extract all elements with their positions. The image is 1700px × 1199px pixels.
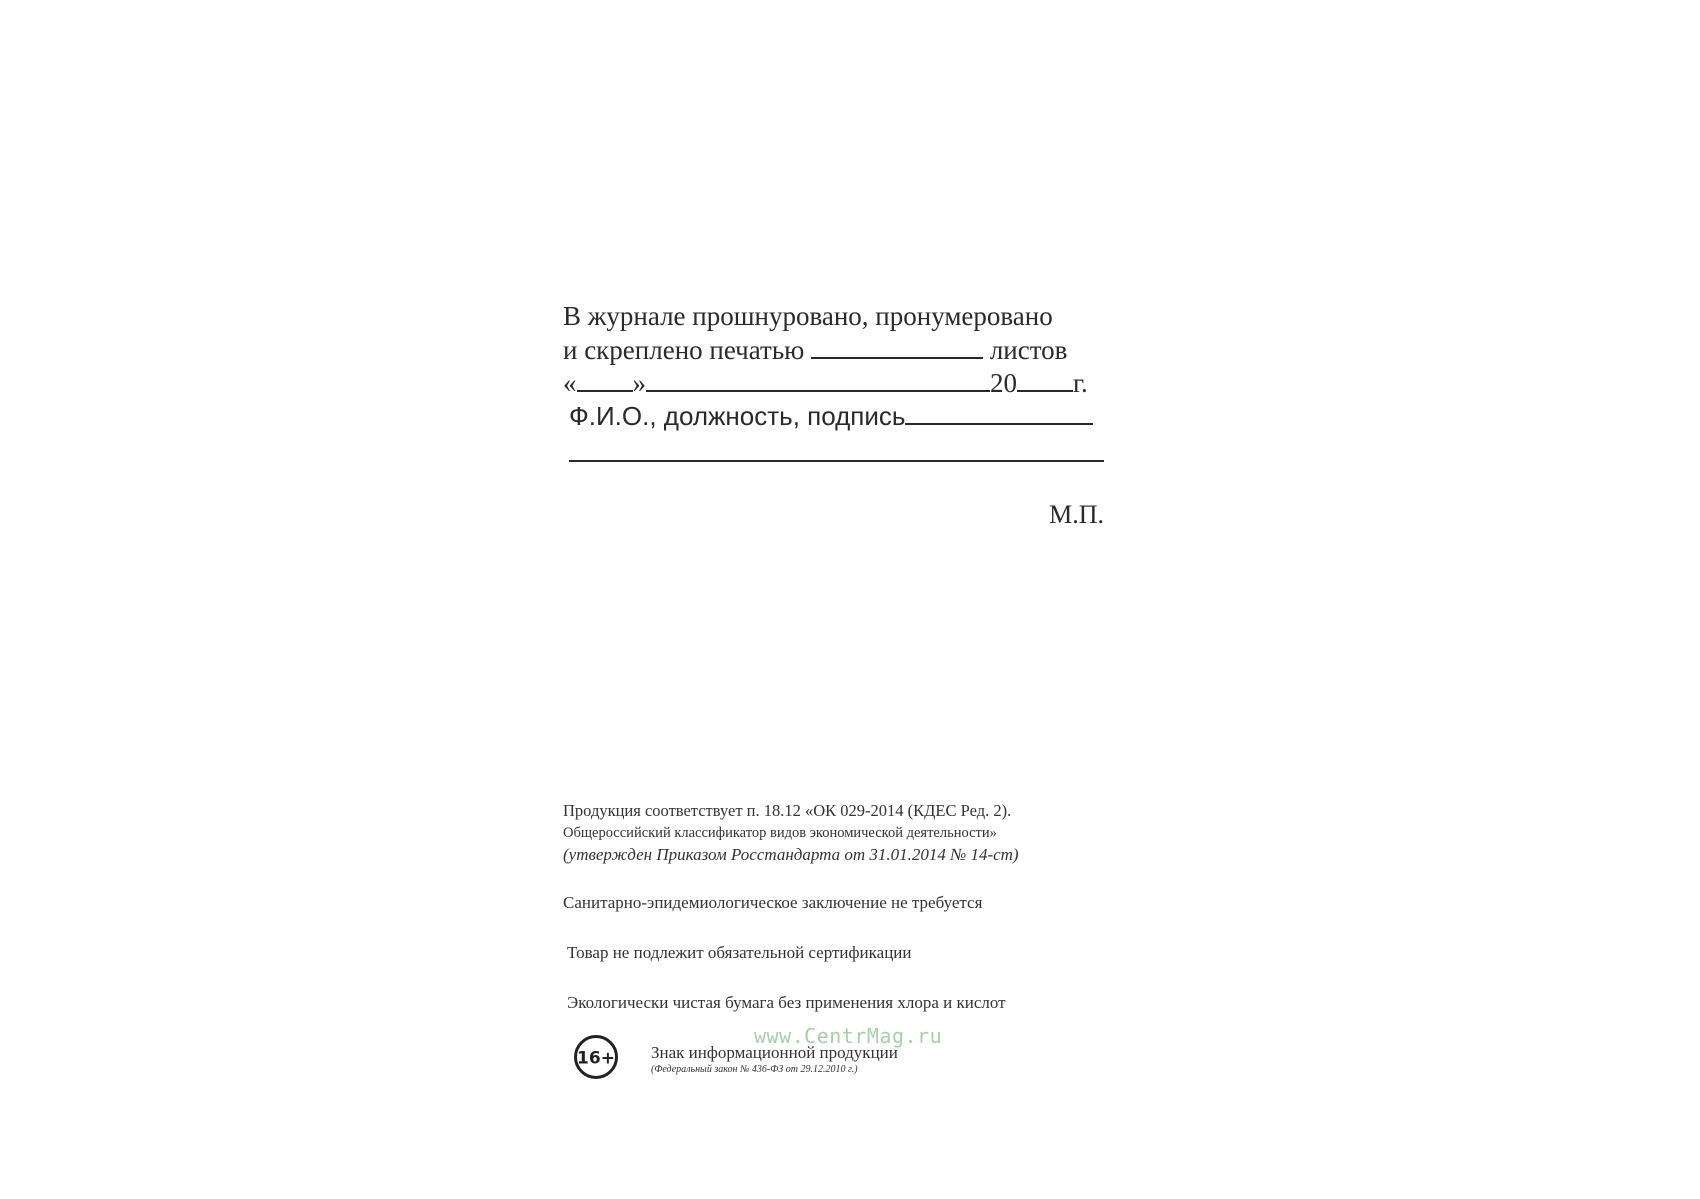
day-blank	[577, 366, 633, 392]
date-open-quote: «	[563, 368, 577, 398]
age-rating-icon	[573, 1034, 619, 1080]
info-sign-title: Знак информационной продукции	[651, 1043, 898, 1062]
certificate-line-1-text: В журнале прошнуровано, пронумеровано	[563, 301, 1053, 331]
age-rating-text: 16+	[577, 1048, 615, 1069]
signature-full-line	[569, 460, 1104, 462]
sheets-count-blank	[811, 333, 983, 359]
ecology-note: Экологически чистая бумага без применения хлора и кислот	[567, 993, 1006, 1012]
year-prefix: 20	[990, 368, 1017, 398]
compliance-line-2: Общероссийский классификатор видов экономической деятельности»	[563, 825, 997, 841]
sheets-suffix: листов	[989, 335, 1068, 365]
date-close-quote: »	[632, 368, 646, 398]
fio-line	[563, 399, 1103, 435]
year-suffix: г.	[1073, 368, 1088, 398]
certification-note: Товар не подлежит обязательной сертификации	[567, 943, 912, 962]
compliance-line-3: (утвержден Приказом Росстандарта от 31.01.2014 № 14-ст)	[563, 845, 1019, 864]
product-notes	[563, 800, 1123, 1014]
watermark-text: www.CentrMag.ru	[754, 1024, 943, 1048]
binding-certificate	[563, 300, 1103, 435]
compliance-line-1: Продукция соответствует п. 18.12 «ОК 029-2014 (КДЕС Ред. 2).	[563, 801, 1012, 820]
certificate-line-1	[563, 300, 1103, 333]
year-blank	[1017, 366, 1073, 392]
sanitary-note: Санитарно-эпидемиологическое заключение не требуется	[563, 893, 983, 912]
compliance-paragraph	[563, 800, 1123, 866]
date-line	[563, 366, 1103, 399]
fio-blank	[905, 399, 1093, 425]
info-sign	[651, 1043, 898, 1077]
info-sign-law: (Федеральный закон № 436-ФЗ от 29.12.2010 г.)	[651, 1064, 858, 1075]
month-blank	[646, 366, 990, 392]
certificate-line-2	[563, 333, 1103, 366]
sheets-label: и скреплено печатью	[563, 335, 805, 365]
fio-label: Ф.И.О., должность, подпись	[569, 401, 906, 431]
stamp-label: М.П.	[1049, 500, 1104, 529]
